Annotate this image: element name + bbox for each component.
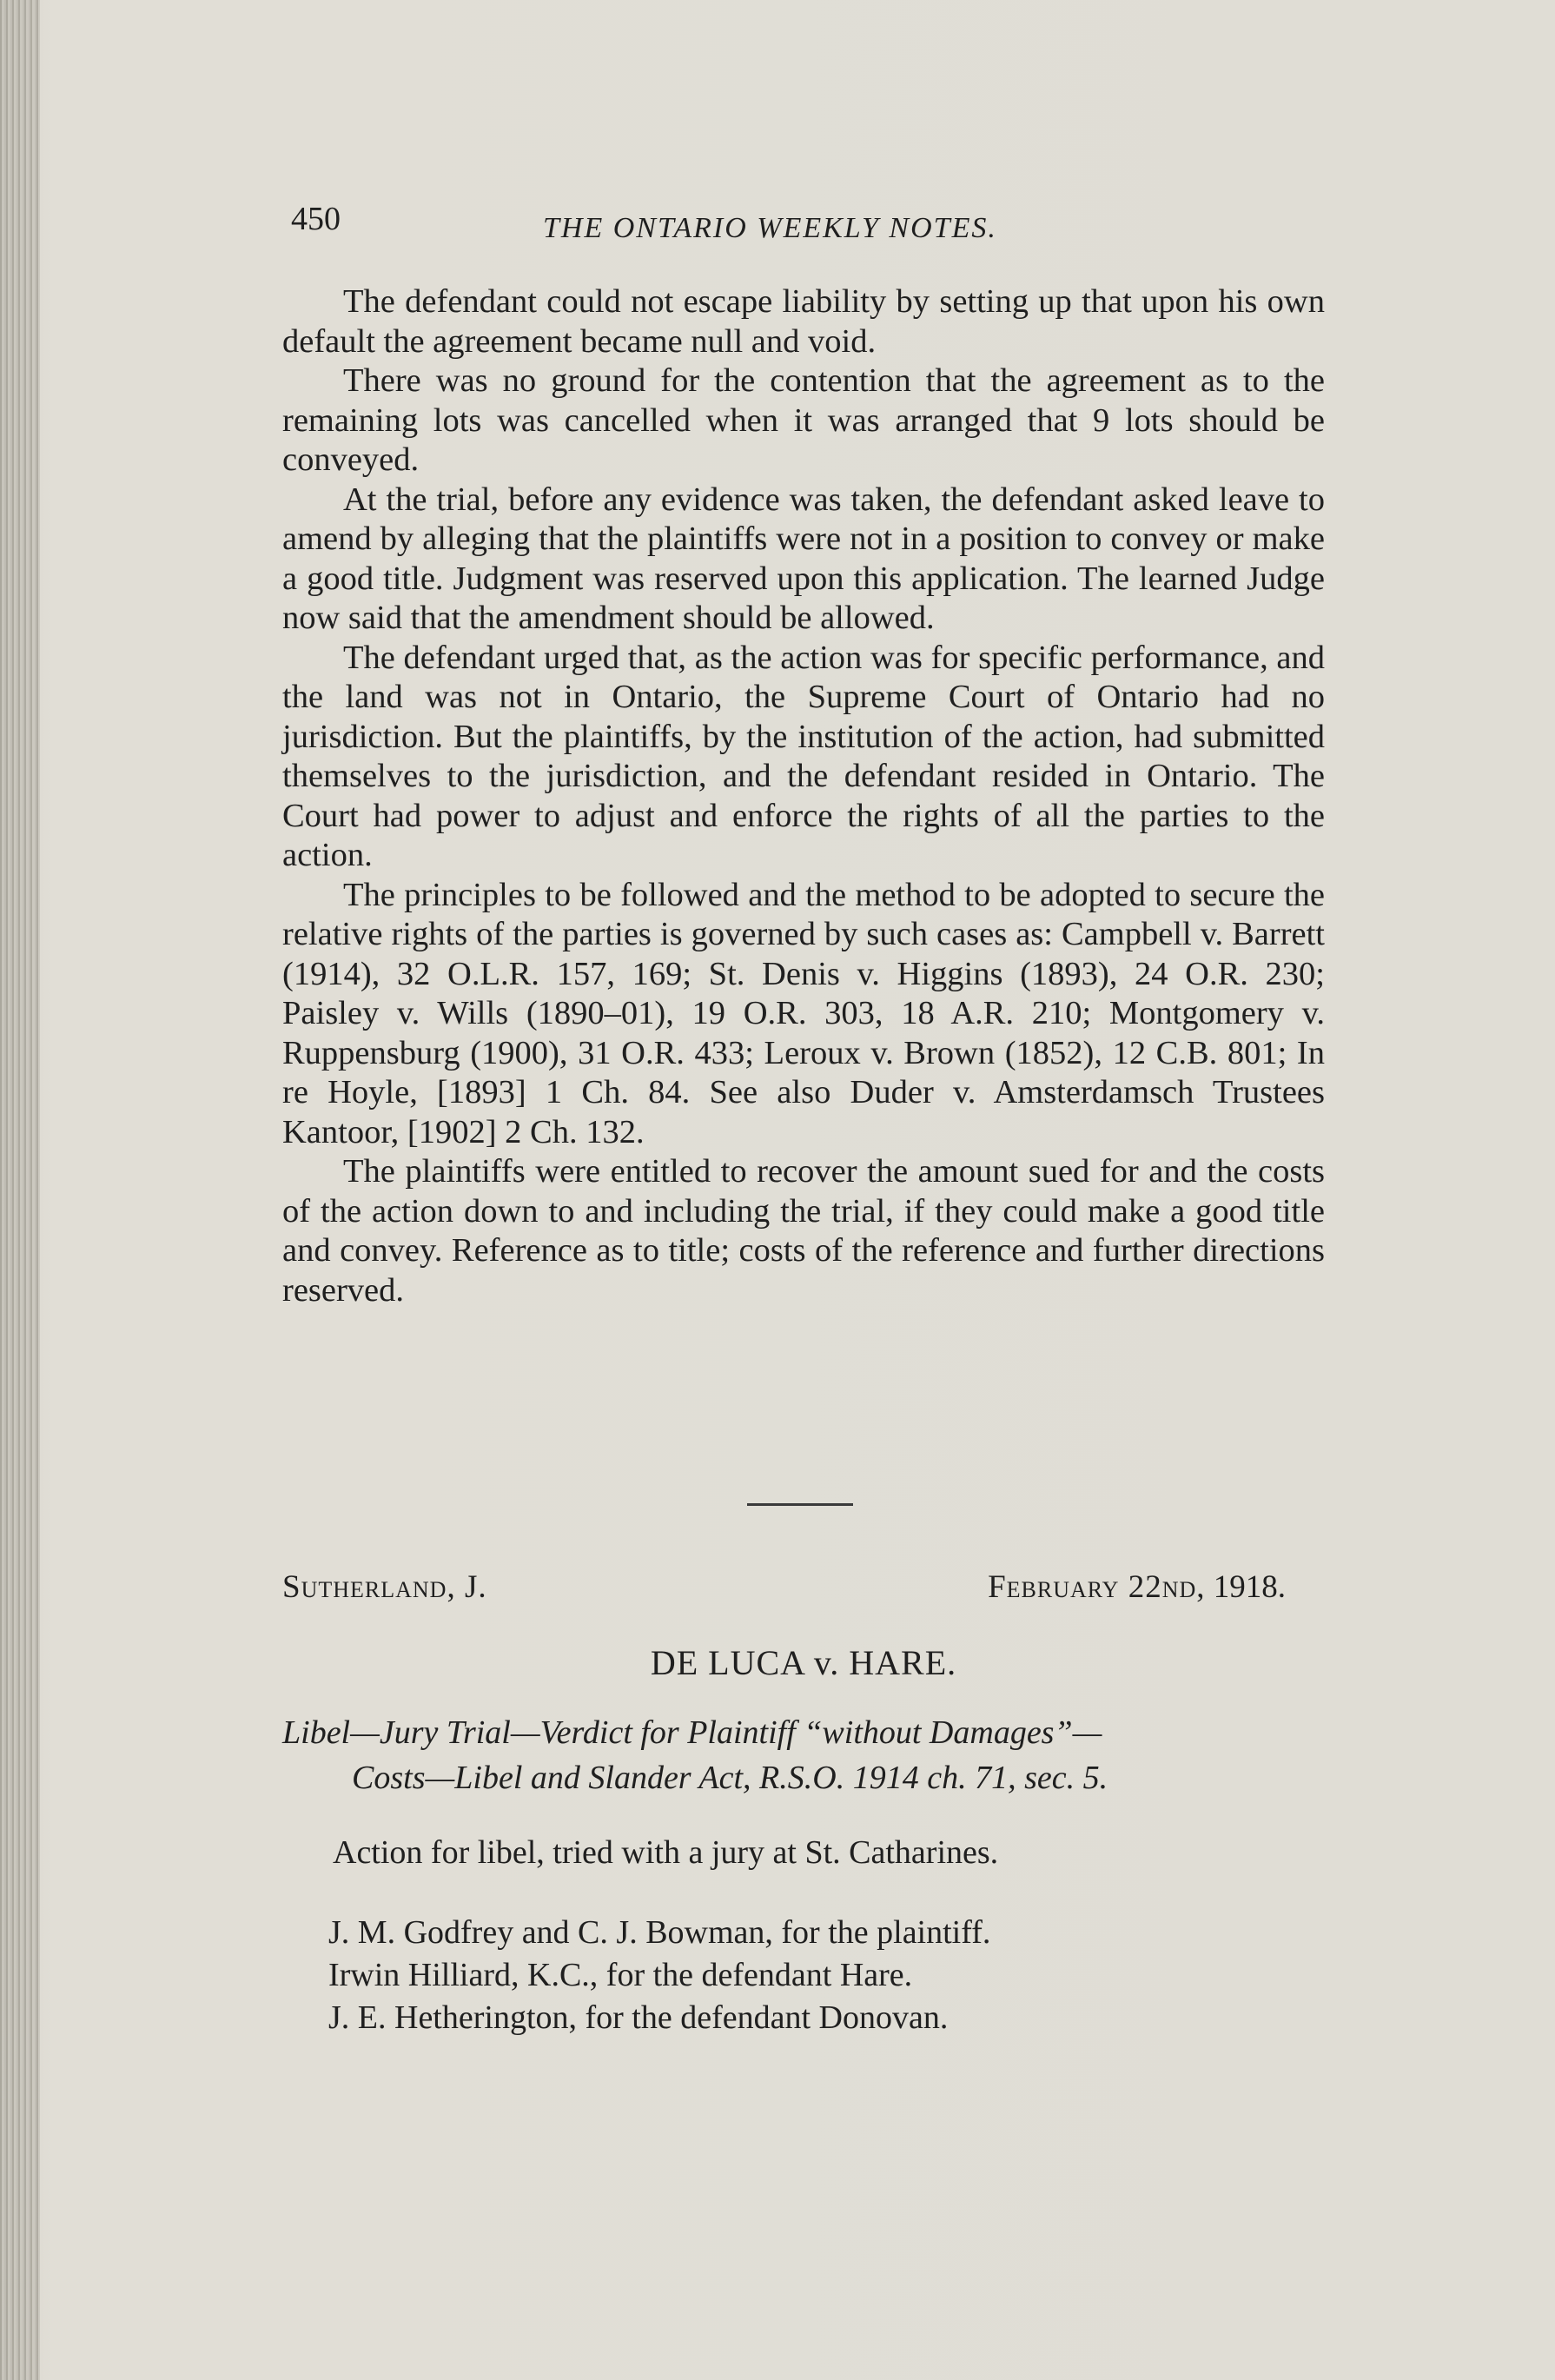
- section-divider: [747, 1503, 853, 1506]
- headnote-line: Costs—Libel and Slander Act, R.S.O. 1914 ch. 71, sec. 5.: [352, 1760, 1108, 1796]
- case-title: DE LUCA v. HARE.: [650, 1643, 957, 1682]
- date-month-day: February 22nd,: [988, 1569, 1206, 1605]
- page-number: 450: [291, 201, 341, 237]
- paragraph: The defendant urged that, as the action was for specific performance, and the land was not in Ontario, the Supreme Court of Ontario had no jurisdiction. But the plaintiffs, by the institution of the action, had submitted themselves to the jurisdiction, and the defendant resided in Ontario. The Court had power to adjust and enforce the rights of all the parties to the action.: [282, 639, 1325, 873]
- date-year: 1918.: [1213, 1569, 1286, 1605]
- running-head: THE ONTARIO WEEKLY NOTES.: [543, 212, 997, 244]
- paragraph: There was no ground for the contention that the agreement as to the remaining lots was cancelled when it was arranged that 9 lots should be conveyed.: [282, 362, 1325, 478]
- judgment-date: [988, 1568, 1286, 1606]
- action-description: Action for libel, tried with a jury at St. Catharines.: [333, 1834, 999, 1871]
- judge-name: Sutherland, J.: [282, 1569, 487, 1605]
- paragraph: At the trial, before any evidence was taken, the defendant asked leave to amend by alleging that the plaintiffs were not in a position to convey or make a good title. Judgment was reserved upon this application. The learned Judge now said that the amendment should be allowed.: [282, 481, 1325, 636]
- headnote: [282, 1710, 1325, 1800]
- counsel-line: Irwin Hilliard, K.C., for the defendant Hare.: [328, 1957, 913, 1993]
- counsel-line: J. M. Godfrey and C. J. Bowman, for the plaintiff.: [328, 1914, 991, 1951]
- book-spine-edge: [0, 0, 40, 2380]
- page-header: [291, 200, 1329, 252]
- paragraph: The defendant could not escape liability by setting up that upon his own default the agreement became null and void.: [282, 283, 1325, 360]
- paragraph: The plaintiffs were entitled to recover the amount sued for and the costs of the action down to and including the trial, if they could make a good title and convey. Reference as to title; costs of the reference and further directions reserved.: [282, 1153, 1325, 1309]
- paragraph: The principles to be followed and the method to be adopted to secure the relative rights of the parties is governed by such cases as: Campbell v. Barrett (1914), 32 O.L.R. 157, 169; St. Denis v. Higgins (1893), 24 O.R. 230; Paisley v. Wills (1890–01), 19 O.R. 303, 18 A.R. 210; Montgomery v. Ruppensburg (1900), 31 O.R. 433; Leroux v. Brown (1852), 12 C.B. 801; In re Hoyle, [1893] 1 Ch. 84. See also Duder v. Amsterdamsch Trustees Kantoor, [1902] 2 Ch. 132.: [282, 876, 1325, 1150]
- counsel-list: [328, 1912, 990, 2039]
- headnote-line: Libel—Jury Trial—Verdict for Plaintiff “without Damages”—: [282, 1714, 1102, 1751]
- body-text: [282, 282, 1325, 1310]
- counsel-line: J. E. Hetherington, for the defendant Donovan.: [328, 1999, 949, 2036]
- judge-date-line: [282, 1568, 1286, 1612]
